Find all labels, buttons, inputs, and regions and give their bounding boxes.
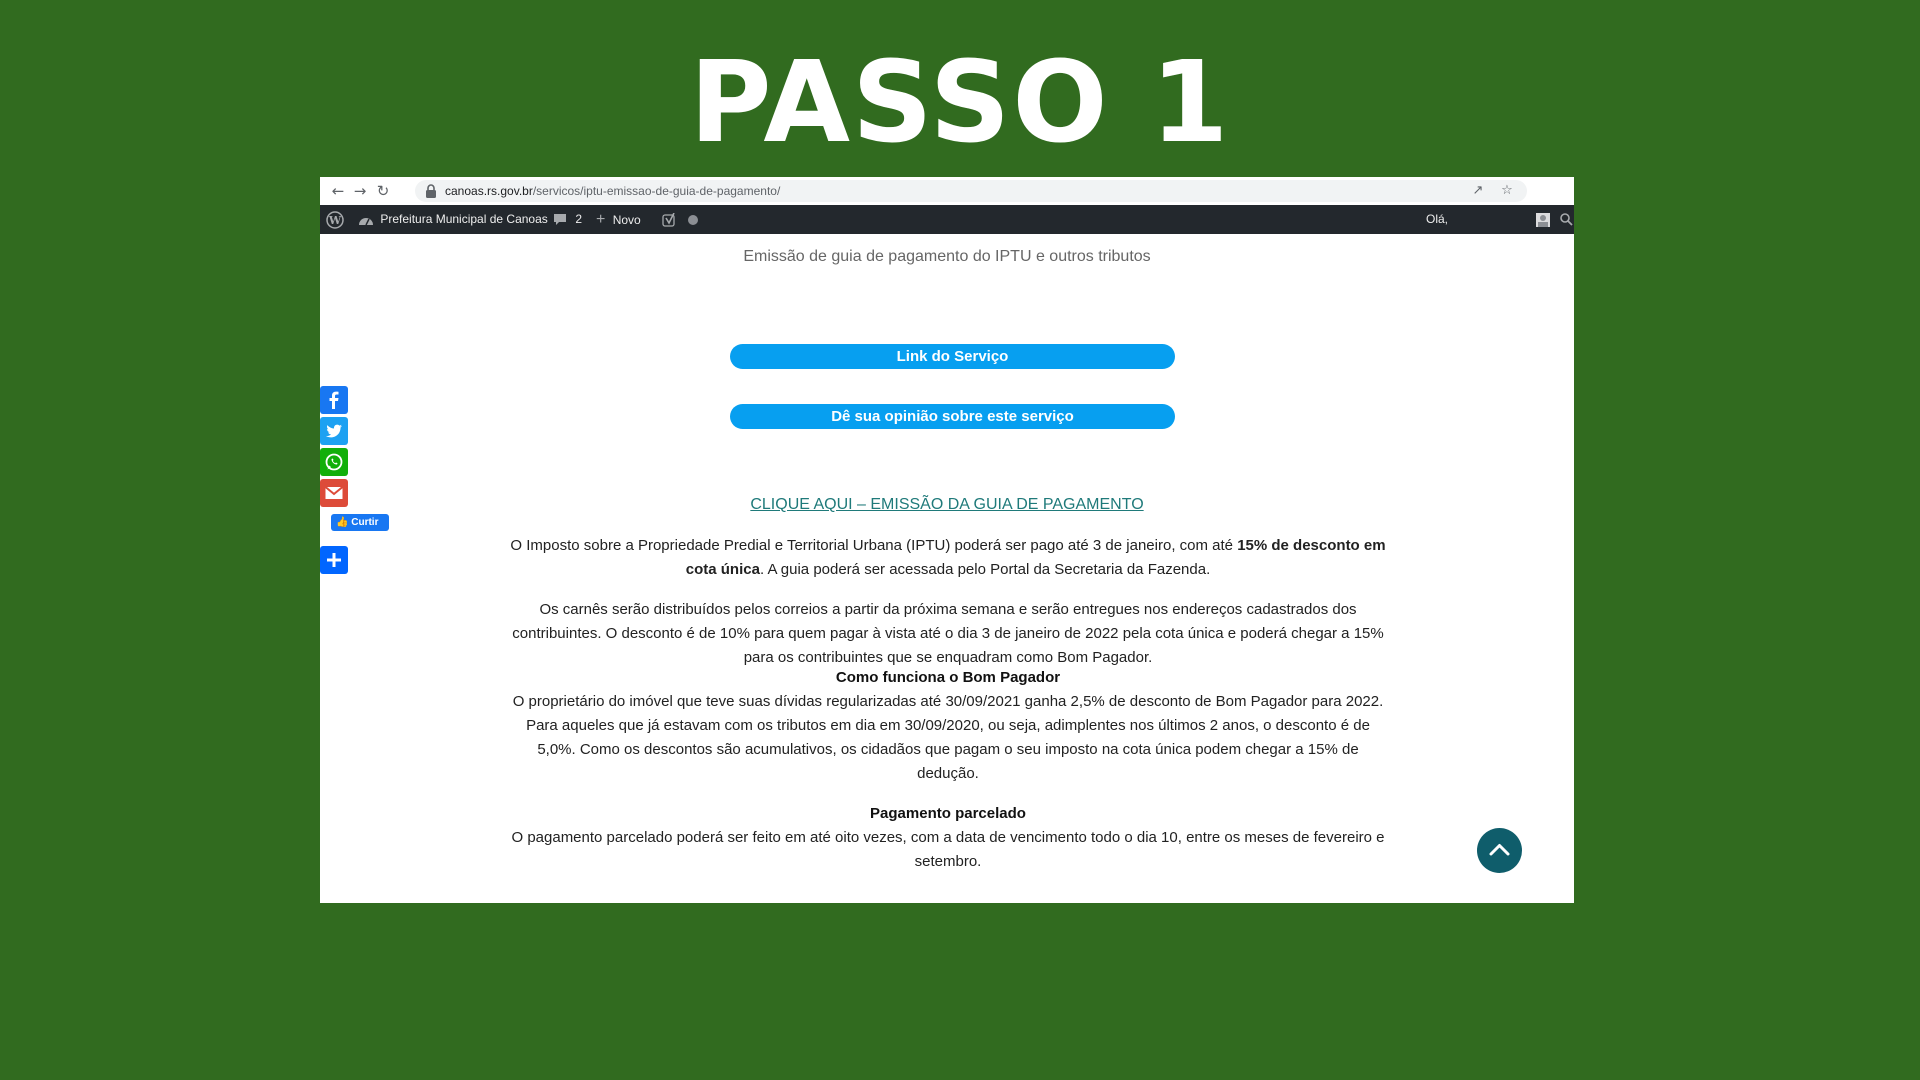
like-label: Curtir [351, 517, 379, 528]
facebook-like-button[interactable] [331, 514, 389, 531]
opinion-button[interactable]: Dê sua opinião sobre este serviço [730, 404, 1175, 429]
twitter-icon [324, 421, 344, 441]
new-content-menu[interactable] [596, 205, 641, 234]
heading-pagamento-parcelado: Pagamento parcelado [870, 805, 1026, 822]
forward-arrow-icon[interactable]: → [353, 182, 367, 200]
wordpress-logo-icon[interactable] [326, 205, 344, 234]
site-name-menu[interactable] [358, 205, 548, 234]
site-name-label: Prefeitura Municipal de Canoas [380, 212, 548, 226]
status-dot-icon [688, 205, 698, 234]
page-content [320, 234, 1574, 903]
back-arrow-icon[interactable]: ← [331, 182, 345, 200]
search-icon[interactable] [1560, 205, 1573, 234]
browser-window [320, 177, 1574, 903]
page-subtitle: Emissão de guia de pagamento do IPTU e outros tributos [743, 248, 1151, 265]
reload-icon[interactable]: ↻ [376, 182, 390, 200]
discount-highlight: 15% de desconto em cota única [685, 537, 1386, 578]
whatsapp-icon [324, 452, 344, 472]
back-to-top-button[interactable] [1477, 828, 1522, 873]
paragraph-bom-pagador: O proprietário do imóvel que teve suas dívidas regularizadas até 30/09/2021 ganha 2,5% de desconto de Bom Pagador para 2022. Para aqueles que já estavam com os tributos em dia em 30/09/2020, ou seja, adimplentes nos últimos 2 anos, o desconto é de 5,0%. Como os descontos são acumulativos, os cidadãos que pagam o seu imposto na cota única podem chegar a 15% de dedução. [512, 693, 1384, 782]
plus-icon [324, 550, 344, 570]
paragraph-iptu-discount [505, 534, 1391, 582]
facebook-share-button[interactable] [320, 386, 348, 414]
yoast-seo-icon[interactable] [662, 205, 676, 234]
svg-text:W: W [328, 213, 342, 227]
more-share-button[interactable] [320, 546, 348, 574]
payment-guide-link[interactable]: CLIQUE AQUI – EMISSÃO DA GUIA DE PAGAMENTO [750, 496, 1144, 513]
chevron-up-icon [1477, 828, 1522, 873]
bookmark-star-icon[interactable]: ☆ [1501, 183, 1513, 198]
thumbs-up-icon: 👍 [336, 517, 349, 528]
paragraph-text: O Imposto sobre a Propriedade Predial e Territorial Urbana (IPTU) poderá ser pago até 3 de janeiro, com até [510, 537, 1238, 554]
greeting-label[interactable]: Olá, [1426, 212, 1449, 226]
url-text [445, 180, 780, 202]
new-label: Novo [612, 213, 641, 227]
wp-admin-bar [320, 205, 1574, 234]
whatsapp-share-button[interactable] [320, 448, 348, 476]
lock-icon [425, 184, 437, 198]
plus-icon: + [596, 211, 606, 228]
facebook-icon [324, 390, 344, 410]
share-page-icon[interactable]: ↗ [1472, 183, 1484, 198]
url-domain: canoas.rs.gov.br [445, 184, 533, 198]
twitter-share-button[interactable] [320, 417, 348, 445]
slide-title: PASSO 1 [689, 38, 1231, 168]
dashboard-icon [358, 213, 374, 227]
heading-bom-pagador: Como funciona o Bom Pagador [835, 669, 1061, 686]
service-link-button[interactable]: Link do Serviço [730, 344, 1175, 369]
comments-menu[interactable] [553, 205, 582, 234]
address-bar-row [320, 177, 1574, 206]
paragraph-parcelado: O pagamento parcelado poderá ser feito em até oito vezes, com a data de vencimento todo o dia 10, entre os meses de fevereiro e setembro. [511, 829, 1385, 870]
comments-count: 2 [575, 212, 583, 226]
url-path: /servicos/iptu-emissao-de-guia-de-pagamento/ [532, 184, 781, 198]
avatar[interactable] [1536, 205, 1550, 234]
url-input[interactable] [415, 180, 1527, 202]
paragraph-carnes: Os carnês serão distribuídos pelos correios a partir da próxima semana e serão entregues nos endereços cadastrados dos contribuintes. O desconto é de 10% para quem pagar à vista até o dia 3 de janeiro de 2022 pela cota única e poderá chegar a 15% para os contribuintes que se enquadram como Bom Pagador. [512, 601, 1384, 666]
comment-bubble-icon [553, 213, 567, 226]
paragraph-text: . A guia poderá ser acessada pelo Portal da Secretaria da Fazenda. [759, 561, 1211, 578]
